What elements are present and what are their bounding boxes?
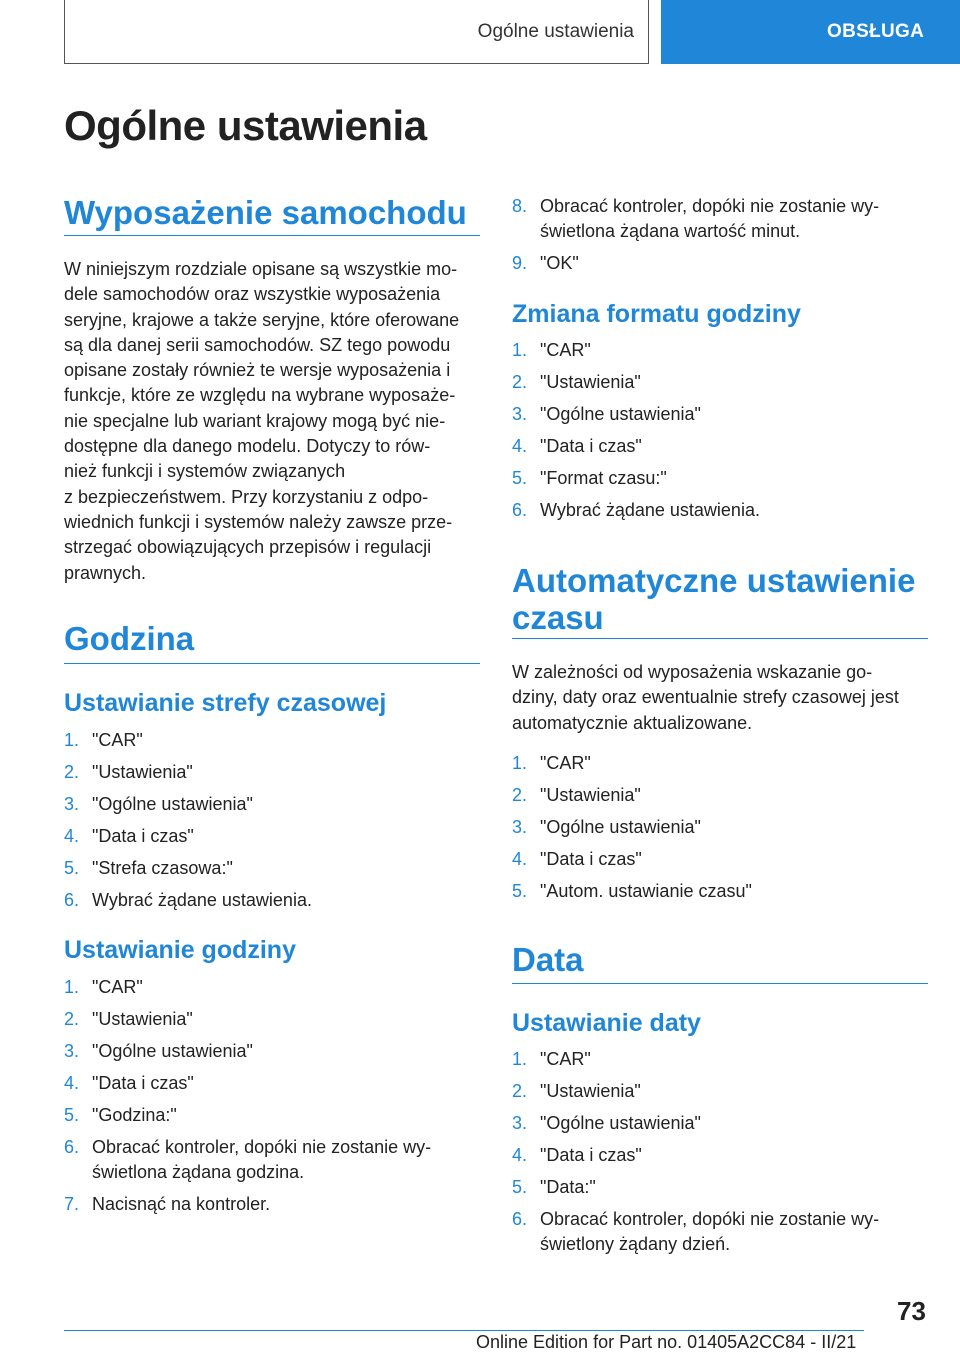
paragraph-line: są dla danej serii samochodów. SZ tego powodu	[64, 334, 451, 355]
heading-rule	[64, 235, 480, 236]
step-number: 2.	[64, 1009, 80, 1029]
step-number: 1.	[512, 753, 528, 773]
list-item	[512, 815, 928, 840]
step-number: 7.	[64, 1194, 80, 1214]
step-number: 5.	[512, 468, 528, 488]
paragraph-line: prawnych.	[64, 562, 147, 583]
step-number: 3.	[64, 1041, 80, 1061]
step-number: 2.	[64, 762, 80, 782]
heading-line: czasu	[512, 599, 604, 636]
list-item	[64, 760, 480, 785]
page-title: Ogólne ustawienia	[64, 102, 427, 149]
subheading-format: Zmiana formatu godziny	[512, 300, 801, 328]
paragraph-line: dostępne dla danego modelu. Dotyczy to rów‐	[64, 436, 431, 457]
list-item	[64, 1103, 480, 1128]
section-tab	[661, 0, 960, 64]
list-item	[64, 728, 480, 753]
step-number: 2.	[512, 372, 528, 392]
paragraph-line: z bezpieczeństwem. Przy korzystaniu z odpo‐	[64, 486, 429, 507]
step-number: 6.	[64, 1137, 80, 1157]
step-number: 1.	[64, 977, 80, 997]
step-number: 3.	[64, 794, 80, 814]
paragraph-line: opisane zostały również te wersje wyposażenia i	[64, 360, 451, 381]
step-text: "Data i czas"	[92, 826, 194, 846]
step-text: "Ogólne ustawienia"	[540, 1113, 701, 1133]
step-number: 9.	[512, 253, 528, 273]
list-item	[512, 1079, 928, 1104]
step-text: "CAR"	[92, 730, 143, 750]
paragraph-line: W zależności od wyposażenia wskazanie go‐	[512, 662, 873, 682]
step-number: 8.	[512, 196, 528, 216]
paragraph-line: dziny, daty oraz ewentualnie strefy czasowej jest	[512, 687, 899, 708]
list-item	[512, 783, 928, 808]
paragraph-line: wiednich funkcji i systemów należy zawsze prze‐	[64, 511, 453, 532]
step-number: 2.	[512, 785, 528, 805]
list-item	[512, 370, 928, 395]
heading-data: Data	[512, 941, 584, 978]
chapter-title: Ogólne ustawienia	[477, 20, 634, 42]
step-text: "CAR"	[540, 1049, 591, 1069]
step-number: 5.	[512, 881, 528, 901]
list-item	[64, 856, 480, 881]
list-item	[512, 879, 928, 904]
list-item	[512, 498, 928, 523]
step-number: 1.	[512, 340, 528, 360]
page-number: 73	[897, 1296, 926, 1326]
step-number: 4.	[512, 1145, 528, 1165]
step-text: "Ustawienia"	[92, 762, 193, 782]
step-text: "Data i czas"	[92, 1073, 194, 1093]
list-item	[512, 434, 928, 459]
step-number: 4.	[64, 826, 80, 846]
step-number: 5.	[64, 858, 80, 878]
heading-line: Automatyczne ustawienie	[512, 562, 916, 599]
step-number: 3.	[512, 404, 528, 424]
step-text: "Data i czas"	[540, 436, 642, 456]
list-item	[512, 251, 928, 276]
step-text: "Format czasu:"	[540, 468, 667, 488]
wyposazenie-paragraph	[64, 257, 480, 586]
step-text: "Ogólne ustawienia"	[92, 1041, 253, 1061]
step-text: "Ustawienia"	[540, 785, 641, 805]
steps-automatyczne	[512, 751, 928, 911]
step-text: "Ogólne ustawienia"	[540, 817, 701, 837]
step-text: "Strefa czasowa:"	[92, 858, 233, 878]
list-item	[64, 1135, 480, 1185]
heading-godzina: Godzina	[64, 620, 195, 657]
step-number: 3.	[512, 1113, 528, 1133]
list-item	[64, 792, 480, 817]
heading-rule	[512, 983, 928, 984]
list-item	[64, 1007, 480, 1032]
step-text: Wybrać żądane ustawienia.	[540, 500, 760, 520]
step-text: "CAR"	[92, 977, 143, 997]
step-number: 6.	[512, 500, 528, 520]
footer-rule	[64, 1330, 864, 1331]
step-text: "Ustawienia"	[540, 372, 641, 392]
steps-godziny-continued	[512, 194, 928, 283]
list-item	[512, 1111, 928, 1136]
step-text: świetlona żądana wartość minut.	[540, 221, 801, 241]
paragraph-line: automatycznie aktualizowane.	[512, 712, 753, 733]
list-item	[512, 466, 928, 491]
subheading-godziny: Ustawianie godziny	[64, 936, 296, 964]
step-text: "Ogólne ustawienia"	[92, 794, 253, 814]
list-item	[512, 194, 928, 244]
paragraph-line: nie specjalne lub wariant krajowy mogą być nie‐	[64, 410, 446, 431]
step-number: 4.	[512, 849, 528, 869]
step-number: 4.	[64, 1073, 80, 1093]
list-item	[512, 847, 928, 872]
step-text: "Data i czas"	[540, 849, 642, 869]
step-text: "OK"	[540, 253, 579, 273]
step-text: "Ogólne ustawienia"	[540, 404, 701, 424]
step-text: Obracać kontroler, dopóki nie zostanie wy‐	[540, 1209, 880, 1229]
chapter-tab	[64, 0, 649, 64]
subheading-daty: Ustawianie daty	[512, 1009, 701, 1037]
step-number: 1.	[64, 730, 80, 750]
section-title: OBSŁUGA	[827, 21, 925, 42]
step-text: "Godzina:"	[92, 1105, 177, 1125]
list-item	[512, 1047, 928, 1072]
steps-godziny	[64, 975, 480, 1224]
step-text: świetlona żądana godzina.	[92, 1162, 305, 1182]
paragraph-line: funkcje, które ze względu na wybrane wyposaże‐	[64, 385, 456, 406]
step-text: "CAR"	[540, 340, 591, 360]
heading-rule	[512, 638, 928, 639]
step-text: "Ustawienia"	[92, 1009, 193, 1029]
step-number: 3.	[512, 817, 528, 837]
list-item	[64, 1071, 480, 1096]
paragraph-line: seryjne, krajowe a także seryjne, które oferowane	[64, 309, 460, 330]
step-text: "Data i czas"	[540, 1145, 642, 1165]
step-number: 5.	[64, 1105, 80, 1125]
step-number: 6.	[512, 1209, 528, 1229]
step-number: 6.	[64, 890, 80, 910]
step-text: "CAR"	[540, 753, 591, 773]
step-text: "Ustawienia"	[540, 1081, 641, 1101]
step-number: 4.	[512, 436, 528, 456]
paragraph-line: strzegać obowiązujących przepisów i regulacji	[64, 537, 432, 558]
automatyczne-paragraph	[512, 660, 928, 736]
heading-automatyczne	[512, 562, 915, 636]
list-item	[512, 338, 928, 363]
list-item	[64, 888, 480, 913]
step-number: 5.	[512, 1177, 528, 1197]
list-item	[512, 751, 928, 776]
list-item	[512, 1207, 928, 1257]
footer-edition: Online Edition for Part no. 01405A2CC84 - II/21	[476, 1332, 857, 1352]
list-item	[64, 975, 480, 1000]
step-text: Obracać kontroler, dopóki nie zostanie wy‐	[540, 196, 880, 216]
step-text: "Data:"	[540, 1177, 596, 1197]
heading-wyposazenie: Wyposażenie samochodu	[64, 194, 467, 231]
steps-daty	[512, 1047, 928, 1264]
step-number: 1.	[512, 1049, 528, 1069]
list-item	[64, 824, 480, 849]
list-item	[512, 1175, 928, 1200]
list-item	[512, 1143, 928, 1168]
paragraph-line: dele samochodów oraz wszystkie wyposażenia	[64, 284, 441, 305]
step-text: Nacisnąć na kontroler.	[92, 1194, 271, 1214]
steps-strefa	[64, 728, 480, 920]
list-item	[64, 1192, 480, 1217]
step-text: świetlony żądany dzień.	[540, 1234, 731, 1254]
heading-rule	[64, 663, 480, 664]
step-text: Obracać kontroler, dopóki nie zostanie wy‐	[92, 1137, 432, 1157]
paragraph-line: W niniejszym rozdziale opisane są wszystkie mo‐	[64, 259, 458, 279]
list-item	[512, 402, 928, 427]
list-item	[64, 1039, 480, 1064]
step-text: Wybrać żądane ustawienia.	[92, 890, 312, 910]
step-number: 2.	[512, 1081, 528, 1101]
steps-format	[512, 338, 928, 530]
step-text: "Autom. ustawianie czasu"	[540, 881, 752, 901]
subheading-strefa: Ustawianie strefy czasowej	[64, 689, 387, 717]
paragraph-line: nież funkcji i systemów związanych	[64, 461, 346, 482]
